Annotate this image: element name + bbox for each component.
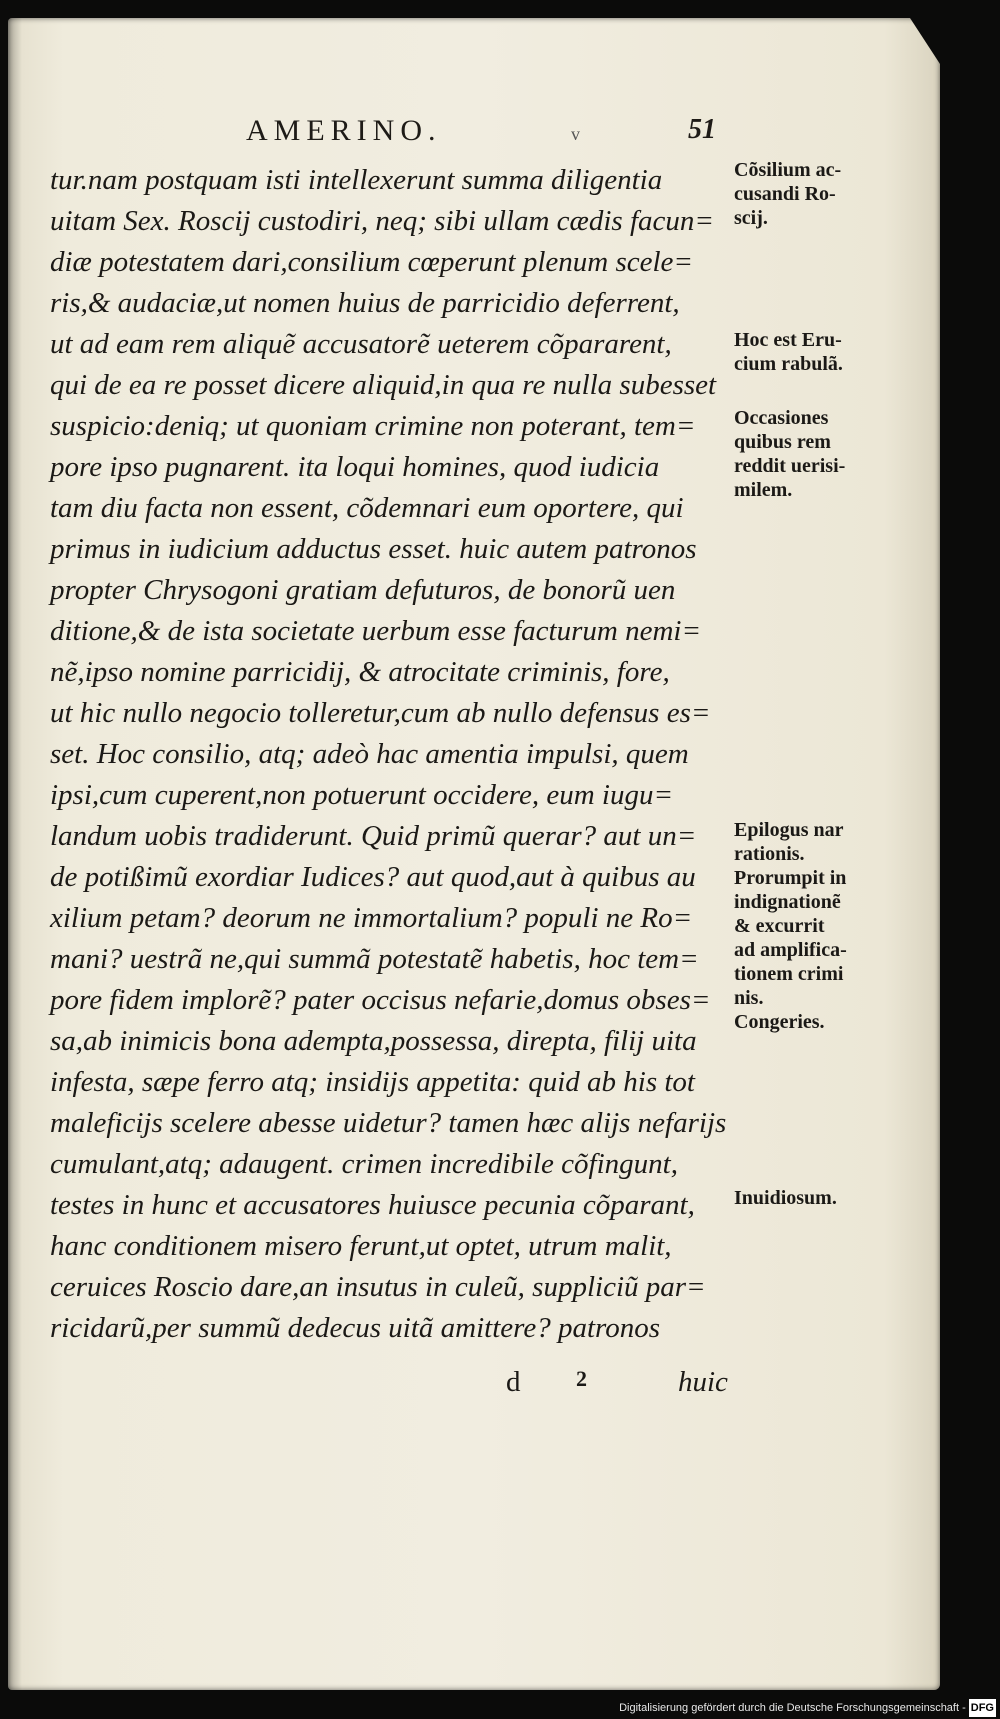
- text-line: uitam Sex. Roscij custodiri, neq; sibi ullam cædis facun=: [50, 205, 714, 237]
- text-line: ditione,& de ista societate uerbum esse facturum nemi=: [50, 615, 702, 647]
- margin-note-line: Hoc est Eru-: [734, 329, 842, 351]
- page-corner-fold: [910, 18, 940, 64]
- margin-note-occasiones: [734, 406, 884, 502]
- margin-note-line: quibus rem: [734, 431, 831, 453]
- page-header: [8, 114, 940, 154]
- text-line: sa,ab inimicis bona adempta,possessa, direpta, filij uita: [50, 1025, 697, 1057]
- text-line: tam diu facta non essent, cõdemnari eum oportere, qui: [50, 492, 684, 524]
- margin-note-line: cusandi Ro-: [734, 183, 836, 205]
- margin-note-erucium: [734, 328, 884, 376]
- margin-note-epilogus: [734, 818, 884, 1034]
- binding-shadow: [8, 18, 22, 1690]
- text-line: testes in hunc et accusatores huiusce pecunia cõparant,: [50, 1189, 695, 1221]
- text-line: pore ipso pugnarent. ita loqui homines, quod iudicia: [50, 451, 660, 483]
- text-line: ut ad eam rem aliquẽ accusatorẽ ueterem cõpararent,: [50, 328, 672, 360]
- signature-number: 2: [576, 1366, 587, 1391]
- margin-note-line: rationis.: [734, 843, 805, 865]
- text-line: ris,& audaciæ,ut nomen huius de parricidio deferrent,: [50, 287, 680, 319]
- text-line: mani? uestrã ne,qui summã potestatẽ habetis, hoc tem=: [50, 943, 699, 975]
- text-line: set. Hoc consilio, atq; adeò hac amentia impulsi, quem: [50, 738, 689, 770]
- margin-note-line: Occasiones: [734, 407, 829, 429]
- text-line: maleficijs scelere abesse uidetur? tamen hæc alijs nefarijs: [50, 1107, 727, 1139]
- text-line: ipsi,cum cuperent,non potuerunt occidere, eum iugu=: [50, 779, 674, 811]
- margin-note-line: scij.: [734, 207, 768, 229]
- text-line: landum uobis tradiderunt. Quid primũ querar? aut un=: [50, 820, 697, 852]
- running-title: AMERINO.: [246, 114, 442, 147]
- margin-note-line: Inuidiosum.: [734, 1187, 837, 1209]
- margin-note-line: Congeries.: [734, 1011, 825, 1033]
- margin-note-line: reddit uerisi-: [734, 455, 846, 477]
- text-line: tur.nam postquam isti intellexerunt summa diligentia: [50, 164, 663, 196]
- credit-text: Digitalisierung gefördert durch die Deutsche Forschungsgemeinschaft -: [619, 1702, 966, 1714]
- text-line: suspicio:deniq; ut quoniam crimine non poterant, tem=: [50, 410, 696, 442]
- ink-speck: v: [571, 124, 580, 144]
- margin-note-line: nis.: [734, 987, 764, 1009]
- text-line: nẽ,ipso nomine parricidij, & atrocitate criminis, fore,: [50, 656, 670, 688]
- margin-note-line: Prorumpit in: [734, 867, 847, 889]
- text-line: pore fidem implorẽ? pater occisus nefarie,domus obses=: [50, 984, 711, 1016]
- signature-mark: d: [506, 1366, 521, 1398]
- margin-note-consilium: [734, 158, 884, 230]
- text-line: de potißimũ exordiar Iudices? aut quod,aut à quibus au: [50, 861, 696, 893]
- body-text: [50, 160, 740, 1349]
- text-line: propter Chrysogoni gratiam defuturos, de bonorũ uen: [50, 574, 676, 606]
- text-line: cumulant,atq; adaugent. crimen incredibile cõfingunt,: [50, 1148, 678, 1180]
- margin-note-line: Epilogus nar: [734, 819, 844, 841]
- text-line: qui de ea re posset dicere aliquid,in qua re nulla subesset: [50, 369, 717, 401]
- margin-note-inuidiosum: [734, 1186, 884, 1210]
- margin-note-line: milem.: [734, 479, 793, 501]
- margin-note-line: & excurrit: [734, 915, 825, 937]
- text-line: hanc conditionem misero ferunt,ut optet, utrum malit,: [50, 1230, 672, 1262]
- margin-note-line: indignationẽ: [734, 891, 841, 913]
- catchword: huic: [678, 1366, 728, 1398]
- text-line: infesta, sæpe ferro atq; insidijs appetita: quid ab his tot: [50, 1066, 695, 1098]
- text-line: ricidarũ,per summũ dedecus uitã amittere? patronos: [50, 1312, 661, 1344]
- signature-line: [8, 1366, 940, 1406]
- margin-note-line: Cõsilium ac-: [734, 159, 842, 181]
- page-number: 51: [688, 114, 716, 145]
- text-line: primus in iudicium adductus esset. huic autem patronos: [50, 533, 697, 565]
- text-line: diæ potestatem dari,consilium cœperunt plenum scele=: [50, 246, 693, 278]
- dfg-logo: DFG: [969, 1699, 996, 1717]
- margin-note-line: ad amplifica-: [734, 939, 847, 961]
- text-line: xilium petam? deorum ne immortalium? populi ne Ro=: [50, 902, 693, 934]
- book-page: [8, 18, 940, 1690]
- margin-note-line: cium rabulã.: [734, 353, 843, 375]
- digitization-credit: [619, 1699, 996, 1717]
- text-line: ceruices Roscio dare,an insutus in culeũ, suppliciũ par=: [50, 1271, 706, 1303]
- text-line: ut hic nullo negocio tolleretur,cum ab nullo defensus es=: [50, 697, 711, 729]
- margin-note-line: tionem crimi: [734, 963, 844, 985]
